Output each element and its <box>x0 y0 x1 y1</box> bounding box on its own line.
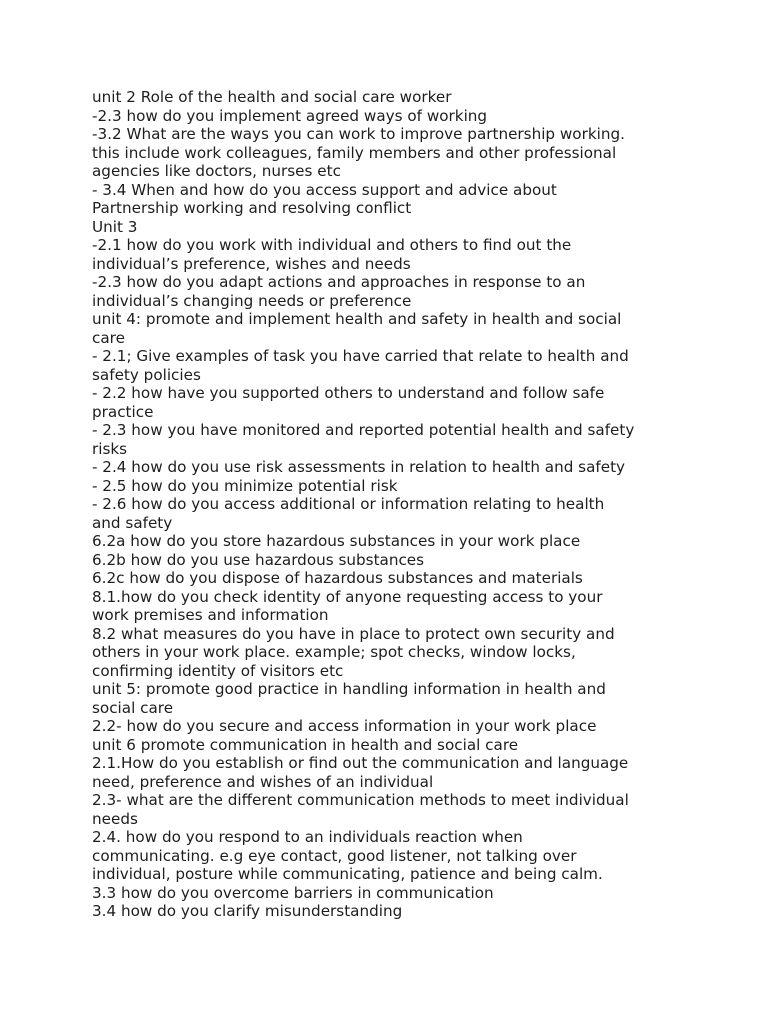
text-line: unit 6 promote communication in health and social care <box>92 735 519 754</box>
text-line: individual’s changing needs or preference <box>92 291 412 310</box>
text-line: 8.1.how do you check identity of anyone requesting access to your <box>92 587 603 606</box>
text-line: Partnership working and resolving conflict <box>92 199 412 217</box>
text-line: needs <box>92 809 138 828</box>
text-line: unit 2 Role of the health and social care worker <box>92 88 452 106</box>
text-line: 2.2- how do you secure and access information in your work place <box>92 717 597 735</box>
text-line: 3.3 how do you overcome barriers in communication <box>92 883 494 902</box>
text-line: 3.4 how do you clarify misunderstanding <box>92 902 403 920</box>
text-line: confirming identity of visitors etc <box>92 661 344 680</box>
text-line: 2.1.How do you establish or find out the communication and language <box>92 754 629 772</box>
text-line: this include work colleagues, family members and other professional <box>92 143 617 162</box>
text-line: -3.2 What are the ways you can work to improve partnership working. <box>92 125 625 143</box>
text-line: unit 4: promote and implement health and safety in health and social <box>92 310 622 328</box>
text-line: - 2.4 how do you use risk assessments in relation to health and safety <box>92 458 626 476</box>
text-line: -2.3 how do you implement agreed ways of working <box>92 106 488 125</box>
text-line: care <box>92 328 125 347</box>
document-page <box>92 88 692 921</box>
text-line: - 2.1; Give examples of task you have carried that relate to health and <box>92 347 629 365</box>
text-line: others in your work place. example; spot checks, window locks, <box>92 643 576 661</box>
text-line: agencies like doctors, nurses etc <box>92 162 341 180</box>
text-line: -2.3 how do you adapt actions and approaches in response to an <box>92 273 586 291</box>
text-line: - 3.4 When and how do you access support and advice about <box>92 180 557 199</box>
text-line: individual’s preference, wishes and needs <box>92 254 411 273</box>
text-line: - 2.6 how do you access additional or information relating to health <box>92 495 605 513</box>
text-line: unit 5: promote good practice in handling information in health and <box>92 680 606 698</box>
text-line: risks <box>92 439 128 458</box>
text-line: practice <box>92 402 154 421</box>
text-line: 6.2a how do you store hazardous substances in your work place <box>92 532 581 550</box>
text-line: 2.3- what are the different communication methods to meet individual <box>92 791 629 809</box>
document-text <box>92 88 692 921</box>
text-line: 6.2c how do you dispose of hazardous substances and materials <box>92 569 583 587</box>
text-line: 6.2b how do you use hazardous substances <box>92 550 425 569</box>
text-line: communicating. e.g eye contact, good listener, not talking over <box>92 846 577 865</box>
text-line: work premises and information <box>92 606 329 624</box>
text-line: safety policies <box>92 365 201 384</box>
text-line: - 2.2 how have you supported others to understand and follow safe <box>92 384 605 402</box>
text-line: - 2.3 how you have monitored and reported potential health and safety <box>92 421 635 439</box>
text-line: -2.1 how do you work with individual and others to find out the <box>92 236 572 254</box>
text-line: 2.4. how do you respond to an individuals reaction when <box>92 828 523 846</box>
text-line: and safety <box>92 513 173 532</box>
text-line: - 2.5 how do you minimize potential risk <box>92 476 398 495</box>
text-line: Unit 3 <box>92 217 138 236</box>
text-line: need, preference and wishes of an individual <box>92 772 434 791</box>
text-line: social care <box>92 698 174 717</box>
text-line: 8.2 what measures do you have in place to protect own security and <box>92 624 615 643</box>
text-line: individual, posture while communicating, patience and being calm. <box>92 865 603 883</box>
